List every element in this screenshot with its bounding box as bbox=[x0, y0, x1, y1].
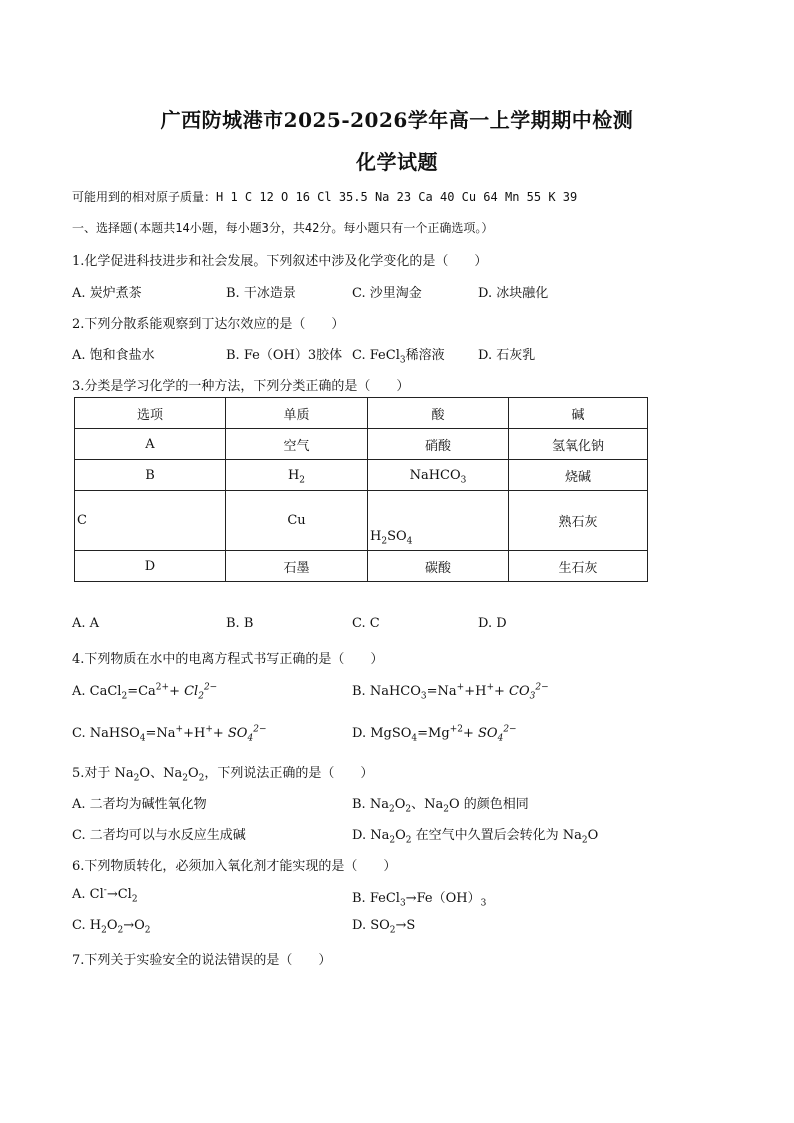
q5-option-d: D. $Na_2O_2$ 在空气中久置后会转化为 $Na_2O$ bbox=[352, 828, 599, 846]
page-subtitle: 化学试题 bbox=[356, 150, 438, 174]
table-header-cell: 单质 bbox=[226, 398, 368, 429]
table-cell: NaHCO$_3$ bbox=[368, 460, 509, 491]
q2-option-c: C. FeCl$_3$稀溶液 bbox=[352, 348, 445, 366]
q6-option-a: A. $Cl^-\to Cl_2$ bbox=[72, 885, 138, 905]
question-6-stem: 6.下列物质转化，必须加入氧化剂才能实现的是（ ） bbox=[72, 859, 397, 874]
q4-option-c: C. NaHSO$_4$=Na++H++ $SO_4^{2-}$ bbox=[72, 724, 267, 744]
table-header-row bbox=[75, 398, 648, 429]
table-header-cell: 选项 bbox=[75, 398, 226, 429]
q1-option-a: A. 炭炉煮茶 bbox=[72, 286, 142, 301]
q4-option-a: A. $CaCl_2=Ca^{2+}+ Cl_2^{2-}$ bbox=[72, 682, 218, 702]
question-1-stem: 1.化学促进科技进步和社会发展。下列叙述中涉及化学变化的是（ ） bbox=[72, 254, 488, 269]
table-cell: D bbox=[75, 551, 226, 582]
q1-option-b: B. 干冰造景 bbox=[226, 286, 296, 301]
table-cell: B bbox=[75, 460, 226, 491]
question-3-stem: 3.分类是学习化学的一种方法，下列分类正确的是（ ） bbox=[72, 379, 410, 394]
table-cell: 空气 bbox=[226, 429, 368, 460]
q6-option-c: C. $H_2O_2\to O_2$ bbox=[72, 918, 151, 936]
q3-option-d: D. D bbox=[478, 616, 507, 631]
question-4-stem: 4.下列物质在水中的电离方程式书写正确的是（ ） bbox=[72, 652, 384, 667]
table-cell: $H_2$ bbox=[226, 460, 368, 491]
q4-option-b: B. NaHCO$_3$=Na++H++ $CO_3^{2-}$ bbox=[352, 682, 549, 702]
q5-option-a: A. 二者均为碱性氧化物 bbox=[72, 797, 207, 812]
table-cell: $H_2SO_4$ bbox=[368, 491, 509, 551]
table-cell: Cu bbox=[226, 491, 368, 551]
table-cell: C bbox=[75, 491, 226, 551]
q3-option-a: A. A bbox=[72, 616, 100, 631]
q2-option-a: A. 饱和食盐水 bbox=[72, 348, 155, 363]
table-cell: 熟石灰 bbox=[509, 491, 648, 551]
q6-option-d: D. $SO_2\to S$ bbox=[352, 918, 416, 936]
question-2-stem: 2.下列分散系能观察到丁达尔效应的是（ ） bbox=[72, 317, 345, 332]
table-row bbox=[75, 429, 648, 460]
table-row bbox=[75, 460, 648, 491]
section-heading: 一、选择题(本题共14小题，每小题3分，共42分。每小题只有一个正确选项。） bbox=[72, 221, 494, 235]
q6-option-b: B. $FeCl_3\to Fe(OH)_3$ bbox=[352, 891, 487, 909]
q2-option-d: D. 石灰乳 bbox=[478, 348, 536, 363]
table-cell: 氢氧化钠 bbox=[509, 429, 648, 460]
q5-option-c: C. 二者均可以与水反应生成碱 bbox=[72, 828, 246, 843]
page-title: 广西防城港市2025-2026学年高一上学期期中检测 bbox=[160, 108, 634, 132]
q3-option-b: B. B bbox=[226, 616, 254, 631]
atomic-masses: 可能用到的相对原子质量：H 1 C 12 O 16 Cl 35.5 Na 23 Ca 40 Cu 64 Mn 55 K 39 bbox=[72, 190, 578, 204]
q1-option-c: C. 沙里淘金 bbox=[352, 286, 422, 301]
table-row bbox=[75, 551, 648, 582]
q5-option-b: B. $Na_2O_2$、$Na_2O$ 的颜色相同 bbox=[352, 797, 529, 815]
table-cell: 石墨 bbox=[226, 551, 368, 582]
table-row bbox=[75, 491, 648, 551]
question-5-stem: 5.对于 $Na_2O$、$Na_2O_2$，下列说法正确的是（ ） bbox=[72, 766, 374, 784]
q1-option-d: D. 冰块融化 bbox=[478, 286, 549, 301]
q2-option-b: B. Fe（OH）3胶体 bbox=[226, 348, 343, 363]
table-cell: A bbox=[75, 429, 226, 460]
table-header-cell: 碱 bbox=[509, 398, 648, 429]
table-cell: 硝酸 bbox=[368, 429, 509, 460]
q3-option-c: C. C bbox=[352, 616, 380, 631]
q4-option-d: D. $MgSO_4=Mg^{+2}+ SO_4^{2-}$ bbox=[352, 724, 517, 744]
table-cell: 碳酸 bbox=[368, 551, 509, 582]
table-cell: 烧碱 bbox=[509, 460, 648, 491]
question-7-stem: 7.下列关于实验安全的说法错误的是（ ） bbox=[72, 953, 332, 968]
classification-table bbox=[74, 397, 648, 582]
table-cell: 生石灰 bbox=[509, 551, 648, 582]
table-header-cell: 酸 bbox=[368, 398, 509, 429]
